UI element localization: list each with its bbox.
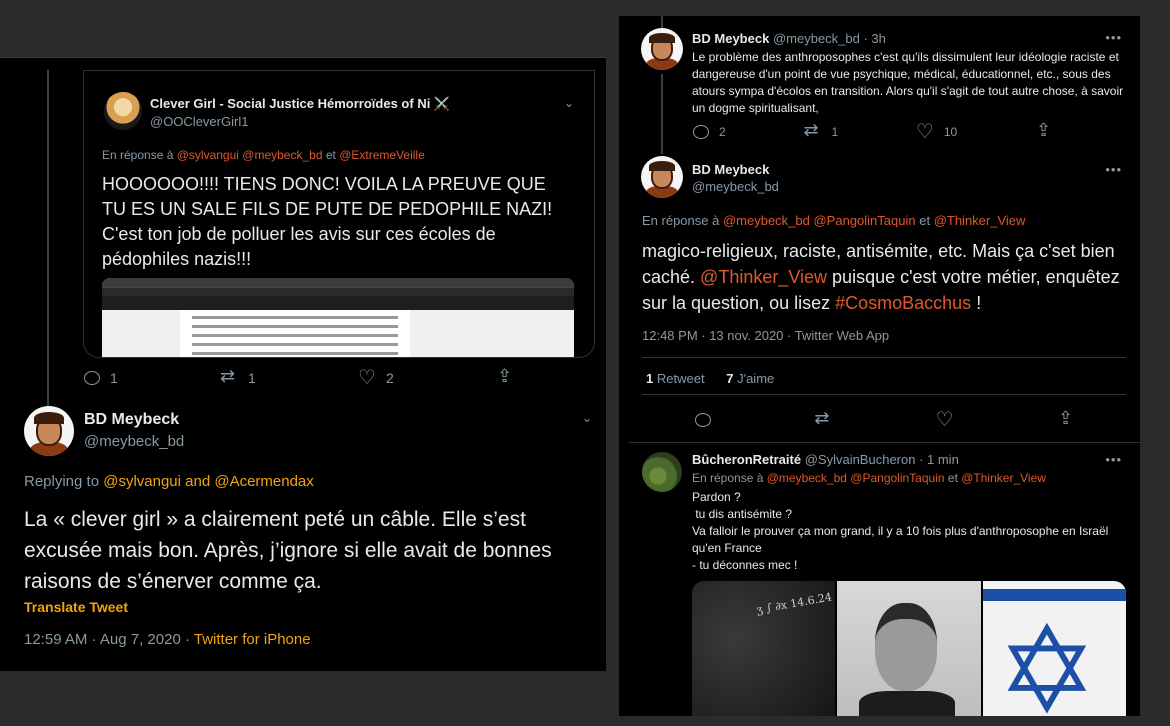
retweet-button[interactable]: ⇄ 1 xyxy=(803,123,838,141)
user-name[interactable]: BûcheronRetraité xyxy=(692,452,802,467)
user-handle[interactable]: @meybeck_bd xyxy=(84,433,185,450)
reply-icon xyxy=(693,125,709,139)
like-button[interactable]: ♡ 10 xyxy=(916,123,957,141)
tweet-actions xyxy=(693,123,1053,141)
tweet-header xyxy=(692,31,886,46)
thread-line xyxy=(47,70,49,450)
reply-button[interactable]: 1 xyxy=(84,370,118,386)
tweet-meta xyxy=(24,631,311,648)
retweet-icon xyxy=(814,411,832,429)
tweet-time[interactable]: 12:59 AM · Aug 7, 2020 · xyxy=(24,631,190,648)
reply-button[interactable]: 2 xyxy=(693,125,726,139)
tweet-header xyxy=(692,452,959,467)
tweet-text: magico-religieux, raciste, antisémite, etc. Mais ça c'set bien caché. @Thinker_View puisque c'est votre métier, enquêtez sur la question, ou lisez #CosmoBacchus ! xyxy=(642,241,1120,313)
retweet-icon xyxy=(220,369,238,387)
quoted-tweet-screenshot-image[interactable] xyxy=(102,278,574,358)
reply-mentions[interactable]: @sylvangui and @Acermendax xyxy=(103,473,314,490)
chevron-down-icon[interactable]: ⌄ xyxy=(563,96,574,110)
avatar[interactable] xyxy=(641,28,683,70)
share-icon xyxy=(496,369,514,387)
left-tweet-panel xyxy=(0,57,606,671)
quoted-tweet-card[interactable] xyxy=(83,70,595,358)
quoted-user-name[interactable]: Clever Girl - Social Justice Hémorroïdes of Ni ⚔️ xyxy=(150,96,451,111)
quoted-user-handle[interactable]: @OOCleverGirl1 xyxy=(150,114,249,129)
share-icon xyxy=(1057,411,1075,429)
tweet-text: La « clever girl » a clairement peté un câble. Elle s’est excusée mais bon. Après, j’ignore si elle avait de bonnes raisons de s’énerver comme ça. xyxy=(24,508,552,593)
like-button[interactable] xyxy=(936,411,954,429)
retweet-stat[interactable]: 1 Retweet xyxy=(646,371,705,386)
quoted-user-avatar[interactable] xyxy=(104,92,142,130)
tweet-media-gallery[interactable] xyxy=(692,581,1126,716)
reply-prefix: En réponse à xyxy=(102,148,174,162)
reply-mentions[interactable]: @meybeck_bd @PangolinTaquin xyxy=(722,213,916,228)
like-button[interactable]: ♡ 2 xyxy=(358,369,394,387)
retweet-button[interactable] xyxy=(814,411,832,429)
reply-mentions[interactable]: @sylvangui @meybeck_bd xyxy=(176,148,323,162)
heart-icon xyxy=(936,411,954,429)
quoted-reply-context xyxy=(102,148,425,162)
tweet-actions xyxy=(695,411,1075,429)
tweet-text: Le problème des anthroposophes c'est qu'ils dissimulent leur idéologie raciste et dangereuse d'un point de vue psychique, médical, éducationnel, etc., sous des atours sympa d'écolos en transition. Alors qu'il s'agit de tout autre chose, à savoir un dogme spiritualisant, xyxy=(692,50,1124,115)
reply-mentions[interactable]: @meybeck_bd @PangolinTaquin xyxy=(766,471,945,485)
reply-context: Replying to @sylvangui and @Acermendax xyxy=(24,473,314,490)
thread-line xyxy=(661,16,663,28)
user-handle[interactable]: @meybeck_bd xyxy=(692,179,779,194)
translate-tweet-link[interactable]: Translate Tweet xyxy=(24,599,129,615)
divider xyxy=(642,357,1126,358)
divider xyxy=(629,442,1140,443)
reply-context: En réponse à @meybeck_bd @PangolinTaquin et @Thinker_View xyxy=(642,213,1026,228)
reply-context: En réponse à @meybeck_bd @PangolinTaquin et @Thinker_View xyxy=(692,471,1046,485)
tweet-source[interactable]: Twitter for iPhone xyxy=(193,631,311,648)
user-name[interactable]: BD Meybeck xyxy=(692,31,770,46)
share-button[interactable] xyxy=(1057,411,1075,429)
avatar[interactable] xyxy=(642,452,682,492)
chevron-down-icon[interactable]: ⌄ xyxy=(582,411,593,425)
heart-icon xyxy=(916,123,934,141)
reply-mention-extra[interactable]: @Thinker_View xyxy=(961,471,1046,485)
reply-button[interactable] xyxy=(695,413,711,427)
heart-icon xyxy=(358,369,376,387)
tweet-text: Pardon ? tu dis antisémite ? Va falloir le prouver ça mon grand, il y a 10 fois plus d'anthroposophe en Israël qu'en France - tu déconnes mec ! xyxy=(692,490,1109,572)
share-icon xyxy=(1035,123,1053,141)
like-stat[interactable]: 7 J'aime xyxy=(726,371,775,386)
share-button[interactable] xyxy=(496,369,514,387)
mention-link[interactable]: @Thinker_View xyxy=(700,267,828,287)
reply-icon xyxy=(84,371,100,385)
more-options-icon[interactable]: ••• xyxy=(1105,30,1122,45)
right-tweet-panel xyxy=(619,16,1140,716)
user-name[interactable]: BD Meybeck xyxy=(692,162,770,177)
avatar[interactable] xyxy=(24,406,74,456)
user-handle-time[interactable]: @meybeck_bd · 3h xyxy=(772,31,886,46)
reply-icon xyxy=(695,413,711,427)
more-options-icon[interactable]: ••• xyxy=(1105,452,1122,467)
user-name[interactable]: BD Meybeck xyxy=(84,411,180,428)
hashtag-link[interactable]: #CosmoBacchus xyxy=(835,293,972,313)
divider xyxy=(642,394,1126,395)
israel-flag-image[interactable]: ✡ xyxy=(983,581,1126,716)
reply-and: et xyxy=(325,148,336,162)
retweet-button[interactable]: ⇄ 1 xyxy=(220,369,256,387)
tweet-meta[interactable]: 12:48 PM · 13 nov. 2020 · Twitter Web App xyxy=(642,328,890,343)
quoted-tweet-text: HOOOOOO!!!! TIENS DONC! VOILA LA PREUVE QUE TU ES UN SALE FILS DE PUTE DE PEDOPHILE NAZI! C'est ton job de polluer les avis sur ces écoles de pédophiles nazis!!! xyxy=(102,174,553,269)
user-handle-time[interactable]: @SylvainBucheron · 1 min xyxy=(804,452,959,467)
more-options-icon[interactable]: ••• xyxy=(1105,162,1122,177)
tweet-stats xyxy=(646,371,774,386)
reply-mention-extra[interactable]: @Thinker_View xyxy=(933,213,1026,228)
retweet-icon xyxy=(803,123,821,141)
thread-line xyxy=(661,74,663,154)
portrait-image[interactable] xyxy=(837,581,980,716)
quoted-actions xyxy=(84,369,514,387)
avatar[interactable] xyxy=(641,156,683,198)
reply-mention-extra[interactable]: @ExtremeVeille xyxy=(339,148,425,162)
chalkboard-image[interactable]: ʒ ∫ ∂x 14.6.24 xyxy=(692,581,835,716)
share-button[interactable] xyxy=(1035,123,1053,141)
